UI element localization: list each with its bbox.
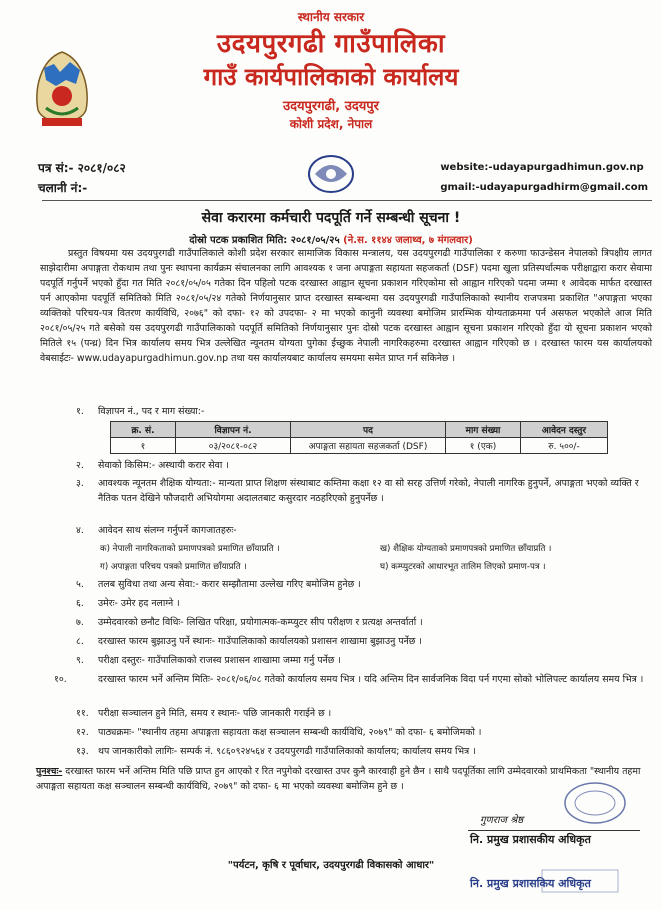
list-item	[76, 726, 646, 741]
table-row	[111, 438, 608, 454]
office-name: गाउँ कार्यपालिकाको कार्यालय	[203, 63, 459, 91]
item-text: परीक्षा दस्तुरः- गाउँपालिकाको राजस्व प्रशासन शाखामा जम्मा गर्नु पर्नेछ ।	[98, 655, 341, 666]
item-number: १२.	[76, 727, 89, 738]
footer-stamp-text: नि. प्रमुख प्रशासकिय अधिकृत	[470, 877, 591, 890]
intro-paragraph: प्रस्तुत विषयमा यस उदयपुरगढी गाउँपालिकाले कोशी प्रदेश सरकार सामाजिक विकास मन्त्रालय, यस उदयपुरगढी गाउँपालिका र करुणा फाउन्डेसन नेपालको त्रिपक्षीय लागत साझेदारीमा अपाङ्गता रोकथाम तथा पुनः स्थापना कार्यक्रम संचालनका लागि आवश्यक १ जना अपाङ्गता सहायता सहजकर्ता (DSF) पदमा खुला प्रतिस्पर्धात्मक परीक्षाद्वारा करार सेवामा पदपूर्ति गर्नुपर्ने भएको हुँदा गत मिति २०८१/०५/०५ गतेका दिन पहिलो पटक दरखास्त आह्वान सूचना प्रकाशन गरिएकोमा सो आह्वान गरिएको पदमा जम्मा १ आवेदक मार्फत दरखास्त पर्न आएकोमा पदपूर्ति समितिको मिति २०८१/०५/२४ गतेको निर्णयानुसार प्राप्त दरखास्त सम्बन्धमा यस उदयपुरगढी गाउँपालिकाको स्थानीय राजपत्रमा प्रकाशित "अपाङ्गता भएका व्यक्तिको परिचय-पत्र वितरण कार्यविधि, २०७६" को दफा- १२ को उपदफा- २ मा भएको कानुनी व्यवस्था बमोजिम प्रारम्भिक योग्यताक्रममा पर्न असफल भएकोले आज मिति २०८१/०५/२५ गते बसेको यस उदयपुरगढी गाउँपालिकाको पदपूर्ति समितिको निर्णयानुसार पुनः दोस्रो पटक दरखास्त आह्वान सूचना प्रकाशन गरिएको हुँदा यो सूचना प्रकाशन भएको मितिले १५ (पन्ध्र) दिन भित्र कार्यालय समय भित्र उल्लेखित न्यूनतम योग्यता पुगेका ईच्छुक नेपाली नागरिकहरुमा दरखास्त आह्वान गरिएको छ । दरखास्त फारम यस कार्यालयको वेबसाईटः- www.udayapurgadhimun.gov.np तथा यस कार्यालयबाट कार्यालय समयमा समेत प्राप्त गर्न सकिनेछ ।	[40, 248, 652, 364]
cell-post: अपाङ्गता सहायता सहजकर्ता (DSF)	[291, 438, 446, 454]
address-line-2: कोशी प्रदेश, नेपाल	[289, 117, 373, 131]
notice-body	[40, 246, 652, 366]
col-adno: विज्ञापन नं.	[176, 422, 291, 438]
doc-a: क) नेपाली नागरिकताको प्रमाणपत्रको प्रमाणित छाँयाप्रति ।	[100, 544, 280, 554]
list-item	[76, 616, 646, 631]
gov-label: स्थानीय सरकार	[297, 10, 365, 24]
header-divider	[42, 200, 652, 201]
postscript-text: दरखास्त फारम भर्ने अन्तिम मिति पछि प्राप्त हुन आएको र रित नपुगेको दरखास्त उपर कुनै कारवाही हुने छैन । साथै पदपूर्तिका लागि उम्मेदवारको प्राथमिकता "स्थानीय तहमा अपाङ्गता सहायता कक्ष सञ्चालन सम्बन्धी कार्यविधि, २०७९" को दफा- ६ मा भएको व्यवस्था बमोजिम हुने छ ।	[36, 766, 641, 792]
contact-block	[440, 158, 648, 198]
postscript-label: पुनश्चः-	[36, 766, 63, 777]
item-number: ५.	[76, 579, 84, 590]
col-fee: आवेदन दस्तुर	[521, 422, 608, 438]
item-number: ११.	[76, 708, 89, 719]
list-item	[76, 654, 646, 669]
municipality-name: उदयपुरगढी गाउँपालिका	[216, 29, 446, 59]
doc-b: ख) शैक्षिक योग्यताको प्रमाणपत्रको प्रमाणित छाँयाप्रति ।	[380, 544, 552, 554]
list-item	[76, 707, 646, 722]
col-post: पद	[291, 422, 446, 438]
list-item	[76, 635, 646, 650]
official-stamp-icon	[560, 778, 630, 828]
address-line-1: उदयपुरगढी, उदयपुर	[282, 99, 379, 114]
item-number: १.	[76, 406, 84, 417]
notice-title: सेवा करारमा कर्मचारी पदपूर्ति गर्ने सम्बन्धी सूचना !	[201, 210, 461, 226]
list-item	[76, 578, 646, 593]
item-number: ४.	[76, 525, 84, 536]
nepal-sambat-date: (ने.स. ११४४ जलाथ्व, ७ मंगलवार)	[343, 235, 473, 246]
item-number: ८.	[76, 636, 84, 647]
item-text: आवश्यक न्यूनतम शैक्षिक योग्यता:- मान्यता प्राप्त शिक्षण संस्थाबाट कम्तिमा कक्षा १२ वा सो सरह उत्तिर्ण गरेको, नेपाली नागरिक हुनुपर्ने, अपाङ्गता भएको व्यक्ति र नैतिक पतन देखिने फौजदारी अभियोगमा अदालतबाट कसुरदार नठहरिएको हुनुपर्नेछ ।	[98, 478, 639, 504]
item-text: पाठ्यक्रमः- "स्थानीय तहमा अपाङ्गता सहायता कक्ष सञ्चालन सम्बन्धी कार्यविधि, २०७९" को दफा- ६ बमोजिमको ।	[98, 727, 482, 738]
gmail-link[interactable]: gmail:-udayapurgadhirm@gmail.com	[440, 182, 648, 193]
list-item	[76, 745, 646, 760]
website-link[interactable]: website:-udayapurgadhimun.gov.np	[440, 162, 644, 173]
list-item	[76, 597, 646, 612]
col-demand: माग संख्या	[446, 422, 521, 438]
item-text: परीक्षा सञ्चालन हुने मिति, समय र स्थानः- पछि जानकारी गराईने छ ।	[98, 708, 332, 719]
list-item	[54, 673, 658, 688]
cell-demand: १ (एक)	[446, 438, 521, 454]
vacancy-table	[110, 421, 608, 454]
list-item	[76, 459, 646, 474]
item-text: आवेदन साथ संलग्न गर्नुपर्ने कागजातहरुः-	[98, 525, 237, 536]
signatory-name: गुणराज श्रेष्ठ	[480, 815, 524, 826]
organization-seal-icon	[295, 150, 367, 200]
item-text: विज्ञापन नं., पद र माग संख्या:-	[98, 406, 205, 417]
item-number: ७.	[76, 617, 84, 628]
item-number: ३.	[76, 478, 84, 489]
list-item	[76, 477, 658, 506]
publish-date: दोस्रो पटक प्रकाशित मिति: २०८१/०५/२५	[189, 235, 340, 246]
item-number: ६.	[76, 598, 84, 609]
list-item	[76, 524, 646, 539]
signature-line	[468, 830, 640, 831]
cell-sn: १	[111, 438, 176, 454]
list-item	[76, 405, 646, 420]
cell-fee: रु. ५००/-	[521, 438, 608, 454]
postscript-note	[36, 765, 650, 794]
notice-subtitle	[0, 232, 662, 246]
item-number: ९.	[76, 655, 84, 666]
item-text: सेवाको किसिम:- अस्थायी करार सेवा ।	[98, 460, 229, 471]
cell-adno: ०३/२०८१-०८२	[176, 438, 291, 454]
item-text: तलब सुविधा तथा अन्य सेवा:- करार सम्झौतामा उल्लेख गरिए बमोजिम हुनेछ ।	[98, 579, 361, 590]
item-text: उम्मेदवारको छनौट विधिः- लिखित परिक्षा, प्रयोगात्मक-कम्प्युटर सीप परीक्षण र प्रत्यक्ष अन्तर्वार्ता ।	[98, 617, 423, 628]
patra-number: पत्र सं:- २०८१/०८२	[38, 161, 126, 175]
reference-block	[38, 158, 126, 198]
item-text: थप जानकारीको लागिः- सम्पर्क नं. ९८६०९२४५६४ र उदयपुरगढी गाउँपालिकाको कार्यालय; कार्यालय समय भित्र ।	[98, 746, 476, 757]
doc-d: घ) कम्प्युटरको आधारभूत तालिम लिएको प्रमाण-पत्र ।	[380, 562, 546, 572]
item-text: दरखास्त फारम भर्ने अन्तिम मितिः- २०८१/०६/०८ गतेको कार्यालय समय भित्र । यदि अन्तिम दिन सार्वजनिक विदा पर्न गएमा सोको भोलिपल्ट कार्यालय समय भित्र ।	[98, 674, 644, 685]
item-number: १०.	[54, 674, 67, 685]
footer-motto: "पर्यटन, कृषि र पूर्वाधार, उदयपुरगढी विकासको आधार"	[227, 860, 435, 871]
doc-c: ग) अपाङ्गता परिचय पत्रको प्रमाणित छाँयाप्रति ।	[100, 562, 247, 572]
table-header-row	[111, 422, 608, 438]
signatory-title: नि. प्रमुख प्रशासकीय अधिकृत	[470, 833, 591, 846]
col-sn: क्र. सं.	[111, 422, 176, 438]
chalani-number: चलानी नं:-	[38, 181, 88, 195]
item-text: उमेरः- उमेर हद नलाग्ने ।	[98, 598, 180, 609]
item-text: दरखास्त फारम बुझाउनु पर्ने स्थानः- गाउँपालिकाको कार्यालयको प्रशासन शाखामा बुझाउनु पर्नेछ ।	[98, 636, 422, 647]
item-number: १३.	[76, 746, 89, 757]
item-number: २.	[76, 460, 84, 471]
